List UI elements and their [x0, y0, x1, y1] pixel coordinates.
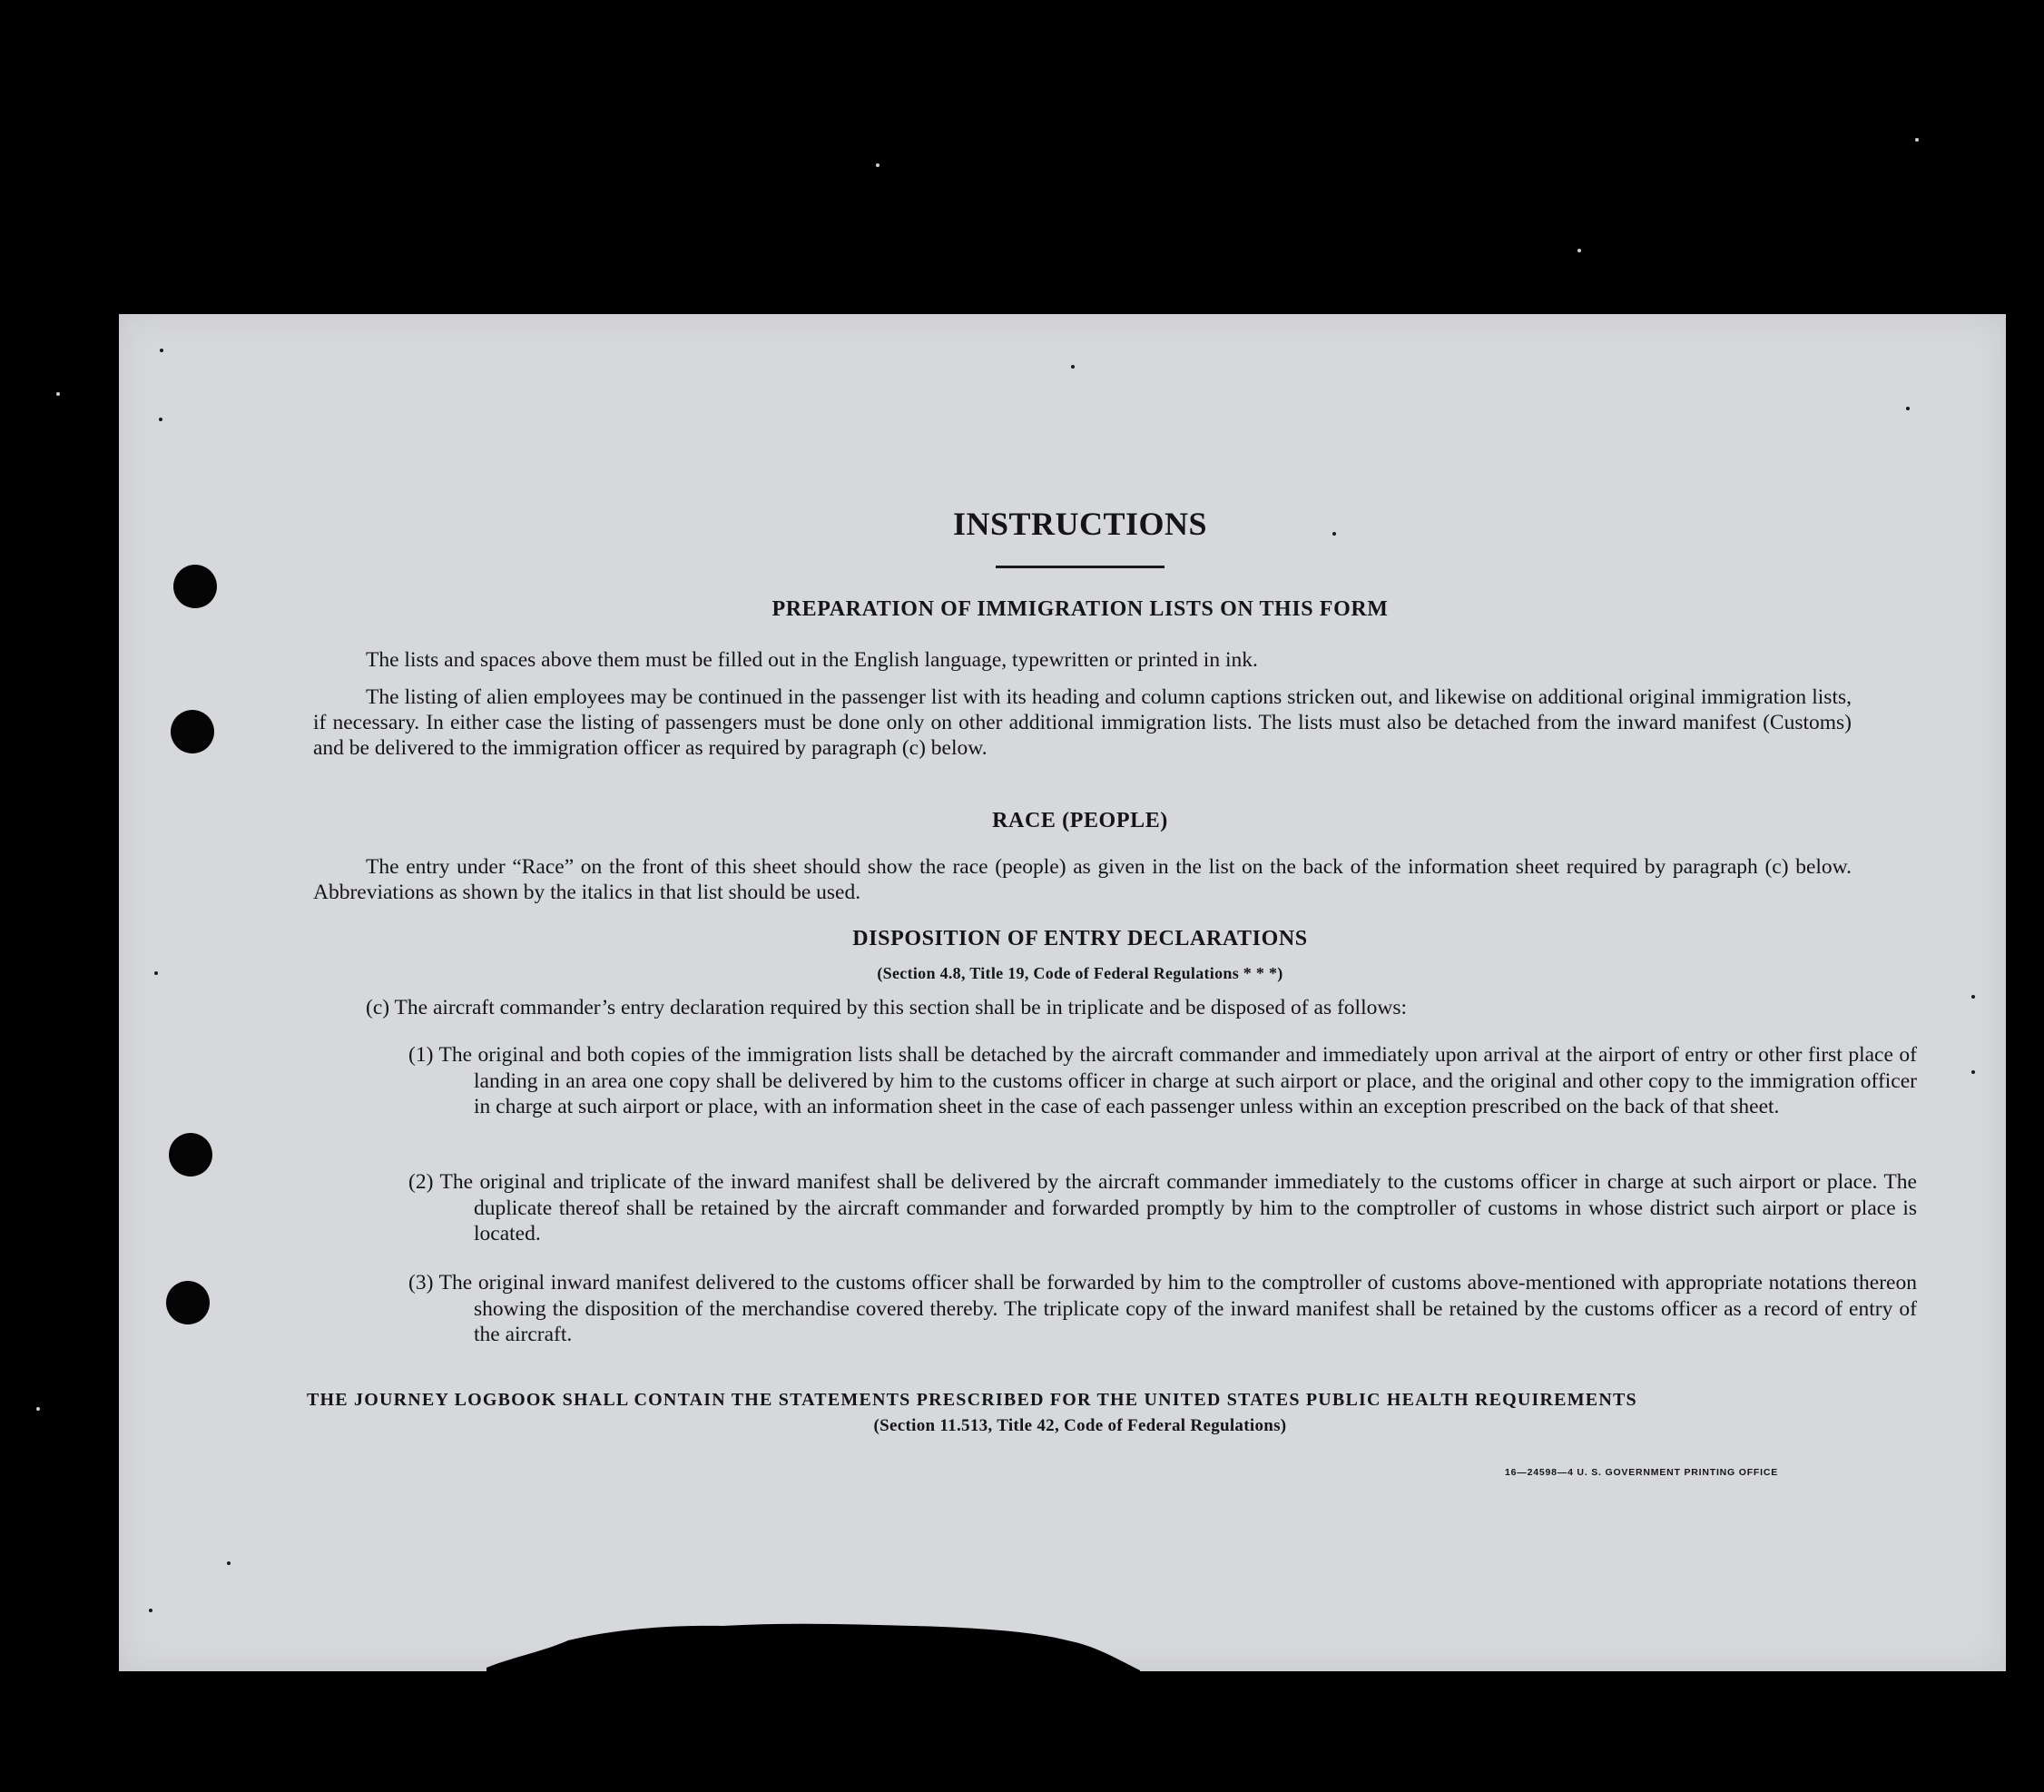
preparation-paragraph-1: The lists and spaces above them must be filled out in the English language, typewritten or printed in ink.	[366, 648, 1258, 672]
disposition-item-3: (3) The original inward manifest delivered to the customs officer shall be forwarded by him to the comptroller of customs above-mentioned with appropriate notations thereon showing the disposition of the merchandise covered thereby. The triplicate copy of the inward manifest shall be retained by the customs officer as a record of entry of the aircraft.	[408, 1271, 1917, 1346]
title-underline	[996, 566, 1164, 568]
disposition-heading: DISPOSITION OF ENTRY DECLARATIONS	[852, 927, 1308, 950]
page-title: INSTRUCTIONS	[952, 506, 1208, 542]
disposition-item-1: (1) The original and both copies of the immigration lists shall be detached by the aircraft commander and immediately upon arrival at the airport of entry or other first place of landing in an area one copy shall be delivered by him to the customs officer in charge at such airport or place, and the original and other copy to the immigration officer in charge at such airport or place, with an information sheet in the case of each passenger unless within an exception prescribed on the back of that sheet.	[408, 1043, 1917, 1118]
preparation-paragraph-2: The listing of alien employees may be continued in the passenger list with its heading and column captions stricken out, and likewise on additional original immigration lists, if necessary. In either case the listing of passengers must be done only on other additional immigration lists. The lists must also be detached from the inward manifest (Customs) and be delivered to the immigration officer as required by paragraph (c) below.	[313, 685, 1852, 760]
disposition-item-2: (2) The original and triplicate of the inward manifest shall be delivered by the aircraft commander immediately to the customs officer in charge at such airport or place. The duplicate thereof shall be retained by the aircraft commander and forwarded promptly by him to the comptroller of customs in whose district such airport or place is located.	[408, 1170, 1917, 1246]
logbook-citation: (Section 11.513, Title 42, Code of Federal Regulations)	[873, 1416, 1287, 1435]
logbook-statement: THE JOURNEY LOGBOOK SHALL CONTAIN THE STATEMENTS PRESCRIBED FOR THE UNITED STATES PUBLIC HEALTH REQUIREMENTS	[307, 1390, 1637, 1410]
preparation-heading: PREPARATION OF IMMIGRATION LISTS ON THIS FORM	[771, 597, 1389, 621]
printing-office-imprint: 16—24598—4 U. S. GOVERNMENT PRINTING OFFICE	[1505, 1467, 1779, 1478]
race-heading: RACE (PEOPLE)	[992, 809, 1168, 832]
race-paragraph: The entry under “Race” on the front of this sheet should show the race (people) as given in the list on the back of the information sheet required by paragraph (c) below. Abbreviations as shown by the italics in that list should be used.	[313, 855, 1852, 904]
disposition-intro: (c) The aircraft commander’s entry declaration required by this section shall be in triplicate and be disposed of as follows:	[366, 996, 1407, 1019]
disposition-citation: (Section 4.8, Title 19, Code of Federal Regulations * * *)	[877, 964, 1283, 982]
